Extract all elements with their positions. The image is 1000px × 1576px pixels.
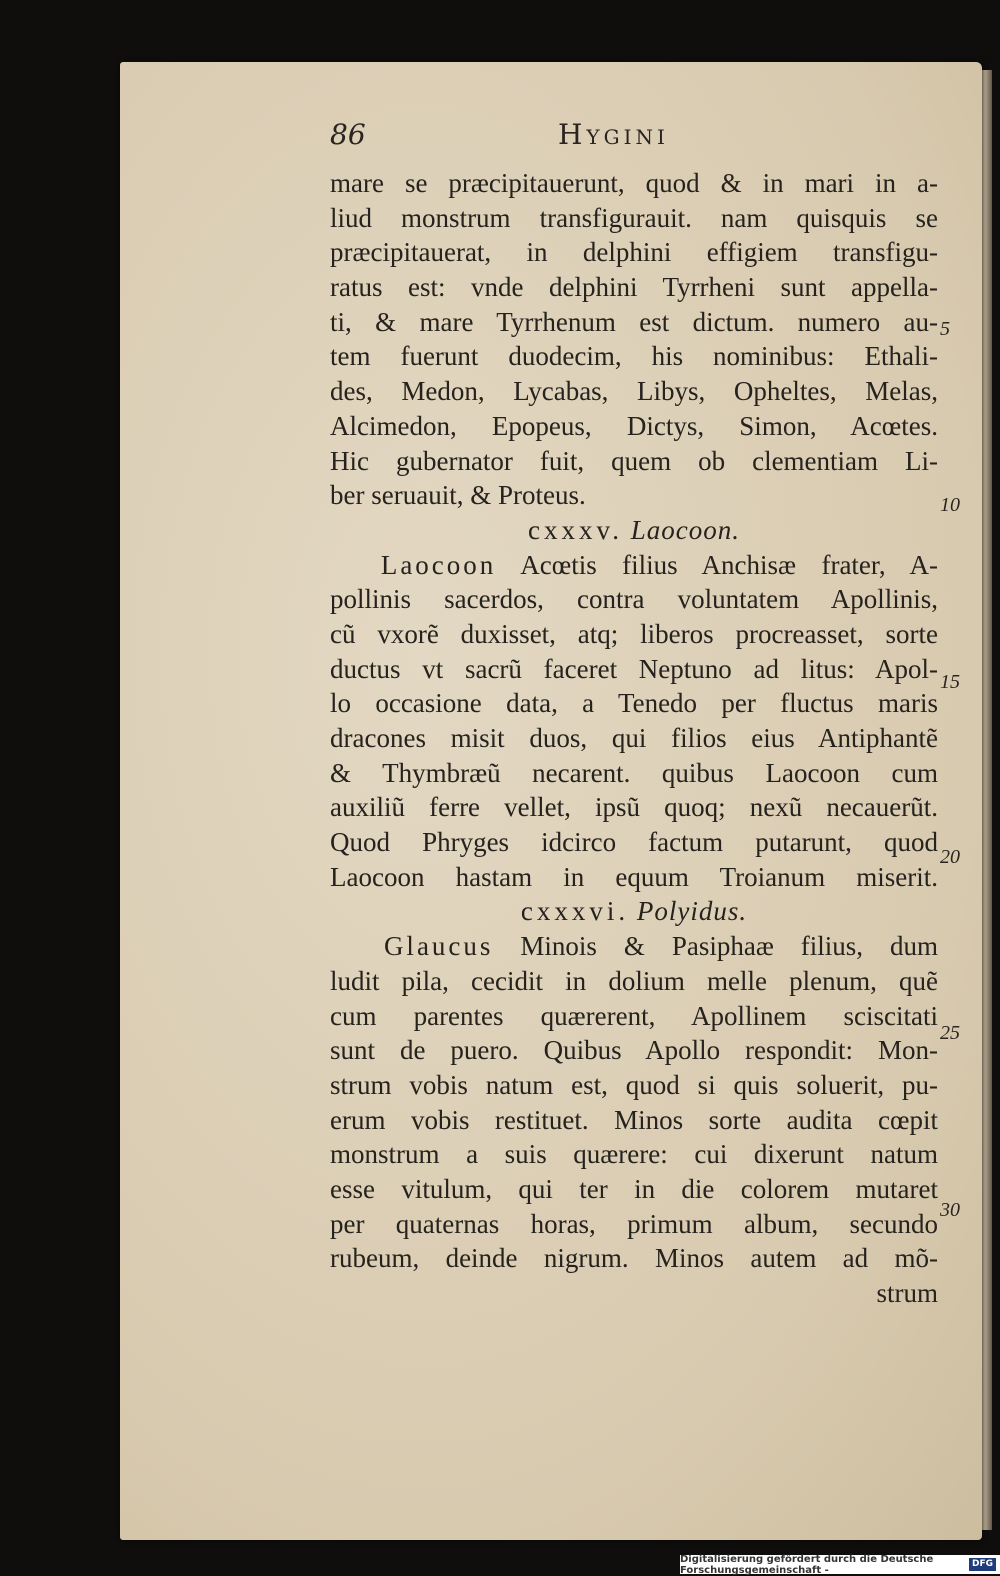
section-title: Laocoon. [630, 514, 740, 545]
margin-number: 20 [940, 846, 960, 868]
text-line: dracones misit duos, qui filios eius Antiphantẽ [330, 723, 938, 753]
section-title: Polyidus. [636, 896, 748, 927]
section-first-line [330, 929, 938, 964]
first-line-rest: Minois & Pasiphaæ filius, dum [493, 931, 939, 962]
text-line: ductus vt sacrũ faceret Neptuno ad litus: Apol- [330, 653, 938, 684]
text-block [330, 166, 938, 1311]
text-line: rubeum, deinde nigrum. Minos autem ad mõ- [330, 1243, 938, 1274]
text-line: cum parentes quærerent, Apollinem sciscitati [330, 1000, 938, 1031]
first-line-rest: Acœtis filius Anchisæ frater, A- [496, 549, 938, 580]
text-line: lo occasione data, a Tenedo per fluctus maris [330, 688, 938, 719]
text-line: ratus est: vnde delphini Tyrrheni sunt appella- [330, 272, 938, 303]
text-line: auxiliũ ferre vellet, ipsũ quoq; nexũ necauerũt. [330, 792, 938, 823]
text-line: esse vitulum, qui ter in die colorem mutaret [330, 1173, 938, 1204]
text-line: Laocoon hastam in equum Troianum miserit. [330, 861, 938, 892]
text-line: ti, & mare Tyrrhenum est dictum. numero au- [330, 306, 938, 337]
margin-number: 15 [940, 671, 960, 693]
page-number: 86 [330, 118, 366, 151]
text-line: Hic gubernator fuit, quem ob clementiam Li- [330, 445, 938, 476]
text-line: sunt de puero. Quibus Apollo respondit: Mon- [330, 1035, 938, 1066]
margin-number: 5 [940, 318, 950, 340]
footer-text: Digitalisierung gefördert durch die Deutsche Forschungsgemeinschaft - [680, 1553, 934, 1576]
initial-word: Glaucus [383, 931, 494, 962]
initial-word: Laocoon [380, 549, 497, 580]
margin-number: 10 [940, 494, 960, 516]
margin-number: 30 [940, 1199, 960, 1221]
text-line: Quod Phryges idcirco factum putarunt, quod [330, 827, 938, 858]
text-line: tem fuerunt duodecim, his nominibus: Ethali- [330, 341, 938, 372]
margin-number: 25 [940, 1022, 960, 1044]
text-line: præcipitauerat, in delphini effigiem transfigu- [330, 237, 938, 268]
text-line: Alcimedon, Epopeus, Dictys, Simon, Acœtes. [330, 410, 938, 441]
section-number: cxxxv. [528, 514, 623, 545]
funding-footer [680, 1555, 1000, 1574]
catchword: strum [876, 1278, 938, 1308]
section-number: cxxxvi. [520, 896, 630, 927]
section-first-line [330, 548, 938, 583]
text-line: per quaternas horas, primum album, secundo [330, 1208, 938, 1239]
text-line: ludit pila, cecidit in dolium melle plenum, quẽ [330, 965, 938, 996]
text-line: ber seruauit, & Proteus. [330, 480, 586, 511]
text-line: monstrum a suis quærere: cui dixerunt natum [330, 1139, 938, 1170]
section-heading-polyidus [330, 894, 938, 929]
text-line: erum vobis restituet. Minos sorte audita cœpit [330, 1104, 938, 1135]
text-line: cũ vxorẽ duxisset, atq; liberos procreasset, sorte [330, 618, 938, 649]
section-heading-laocoon [330, 513, 938, 548]
text-line: & Thymbræũ necarent. quibus Laocoon cum [330, 757, 938, 788]
text-line: strum vobis natum est, quod si quis soluerit, pu- [330, 1069, 938, 1100]
text-line: des, Medon, Lycabas, Libys, Opheltes, Melas, [330, 376, 938, 407]
text-line: pollinis sacerdos, contra voluntatem Apollinis, [330, 584, 938, 615]
text-line: mare se præcipitauerunt, quod & in mari in a- [330, 168, 938, 198]
text-line: liud monstrum transfigurauit. nam quisquis se [330, 202, 938, 233]
page-header [330, 118, 750, 158]
dfg-logo: DFG [969, 1558, 996, 1571]
running-head: Hygini [558, 118, 669, 151]
